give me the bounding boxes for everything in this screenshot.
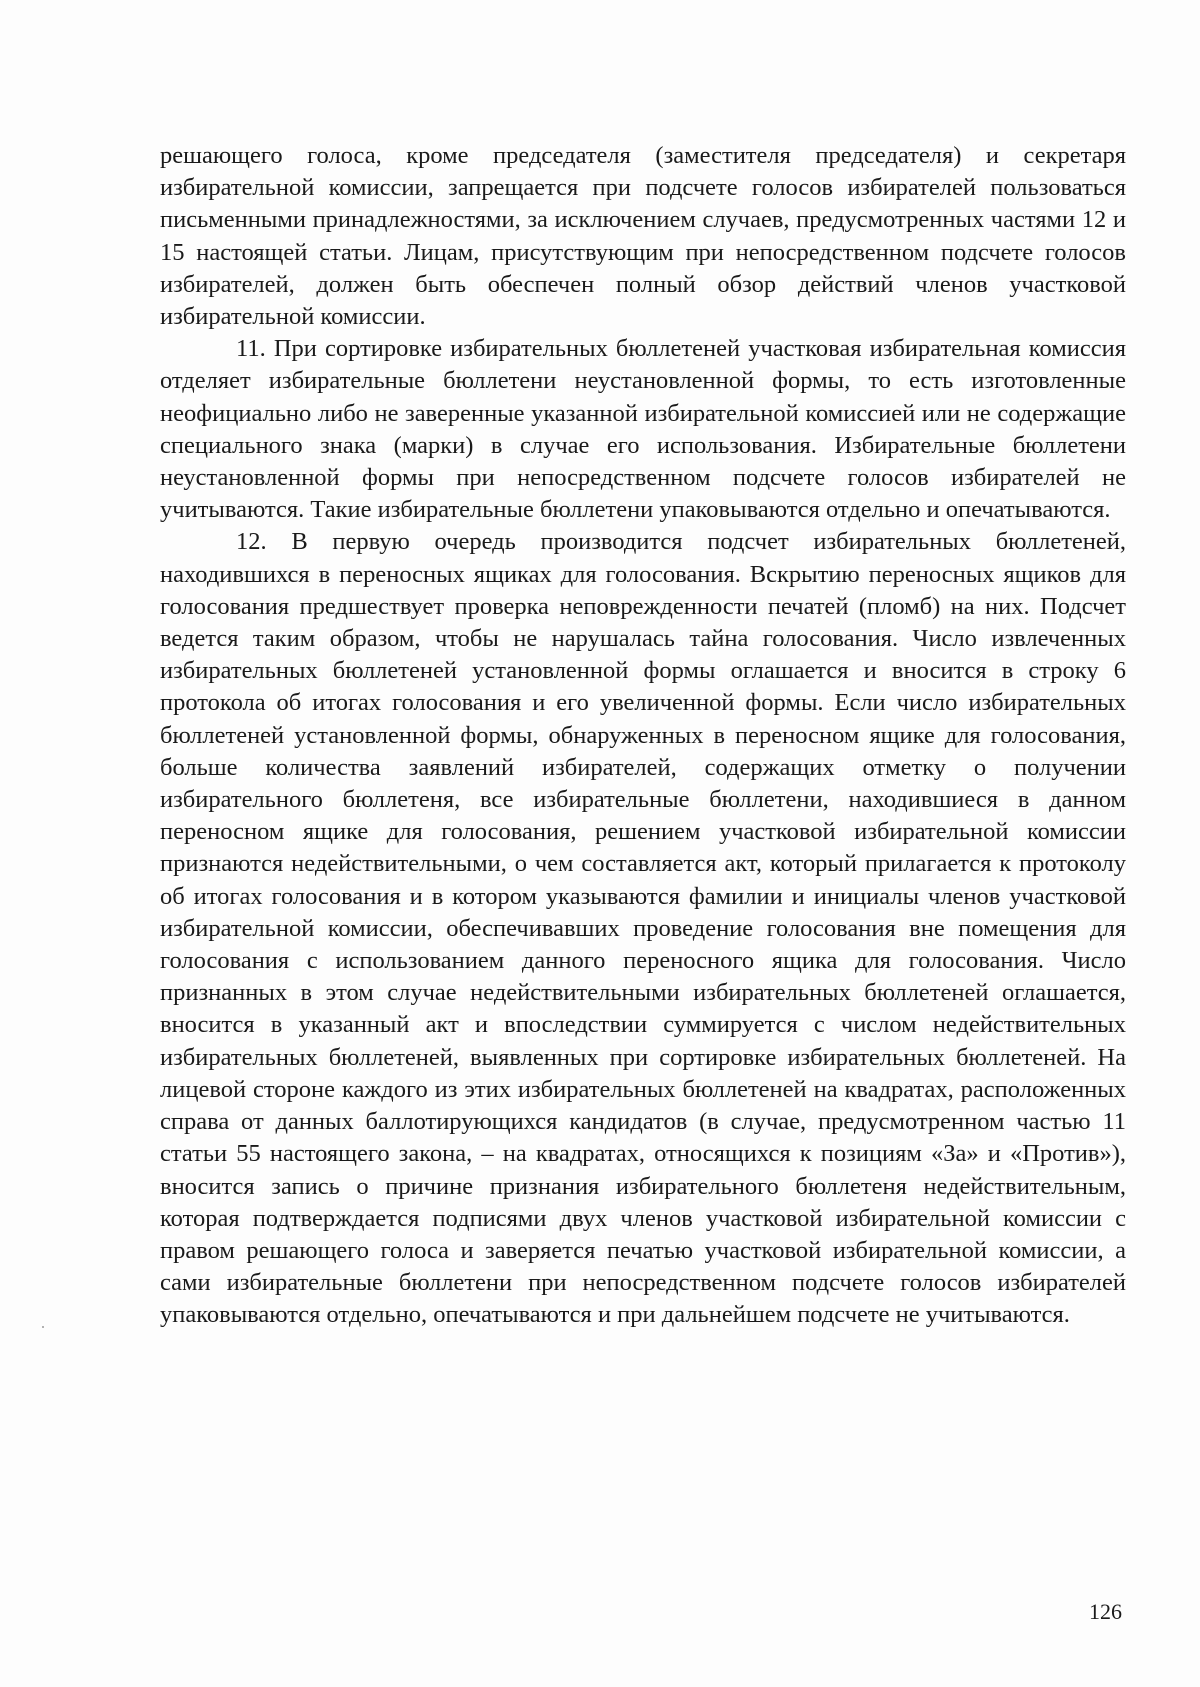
scan-speck <box>42 1326 44 1328</box>
paragraph-continued: решающего голоса, кроме председателя (заместителя председателя) и секретаря избирательной комиссии, запрещается при подсчете голосов избирателей пользоваться письменными принадлежностями, за исключением случаев, предусмотренных частями 12 и 15 настоящей статьи. Лицам, присутствующим при непосредственном подсчете голосов избирателей, должен быть обеспечен полный обзор действий членов участковой избирательной комиссии. <box>160 142 1126 331</box>
paragraph-item-11: 11. При сортировке избирательных бюллетеней участковая избирательная комиссия отделяет избирательные бюллетени неустановленной формы, то есть изготовленные неофициально либо не заверенные указанной избирательной комиссией или не содержащие специального знака (марки) в случае его использования. Избирательные бюллетени неустановленной формы при непосредственном подсчете голосов избирателей не учитываются. Такие избирательные бюллетени упаковываются отдельно и опечатываются. <box>160 335 1126 524</box>
paragraph-item-12: 12. В первую очередь производится подсчет избирательных бюллетеней, находившихся в переносных ящиках для голосования. Вскрытию переносных ящиков для голосования предшествует проверка неповрежденности печатей (пломб) на них. Подсчет ведется таким образом, чтобы не нарушалась тайна голосования. Число извлеченных избирательных бюллетеней установленной формы оглашается и вносится в строку 6 протокола об итогах голосования и его увеличенной формы. Если число избирательных бюллетеней установленной формы, обнаруженных в переносном ящике для голосования, больше количества заявлений избирателей, содержащих отметку о получении избирательного бюллетеня, все избирательные бюллетени, находившиеся в данном переносном ящике для голосования, решением участковой избирательной комиссии признаются недействительными, о чем составляется акт, который прилагается к протоколу об итогах голосования и в котором указываются фамилии и инициалы членов участковой избирательной комиссии, обеспечивавших проведение голосования вне помещения для голосования с использованием данного переносного ящика для голосования. Число признанных в этом случае недействительными избирательных бюллетеней оглашается, вносится в указанный акт и впоследствии суммируется с числом недействительных избирательных бюллетеней, выявленных при сортировке избирательных бюллетеней. На лицевой стороне каждого из этих избирательных бюллетеней на квадратах, расположенных справа от данных баллотирующихся кандидатов (в случае, предусмотренном частью 11 статьи 55 настоящего закона, – на квадратах, относящихся к позициям «За» и «Против»), вносится запись о причине признания избирательного бюллетеня недействительным, которая подтверждается подписями двух членов участковой избирательной комиссии с правом решающего голоса и заверяется печатью участковой избирательной комиссии, а сами избирательные бюллетени при непосредственном подсчете голосов избирателей упаковываются отдельно, опечатываются и при дальнейшем подсчете не учитываются. <box>160 528 1126 1329</box>
document-body <box>160 140 1126 1332</box>
page-number: 126 <box>1089 1599 1122 1624</box>
